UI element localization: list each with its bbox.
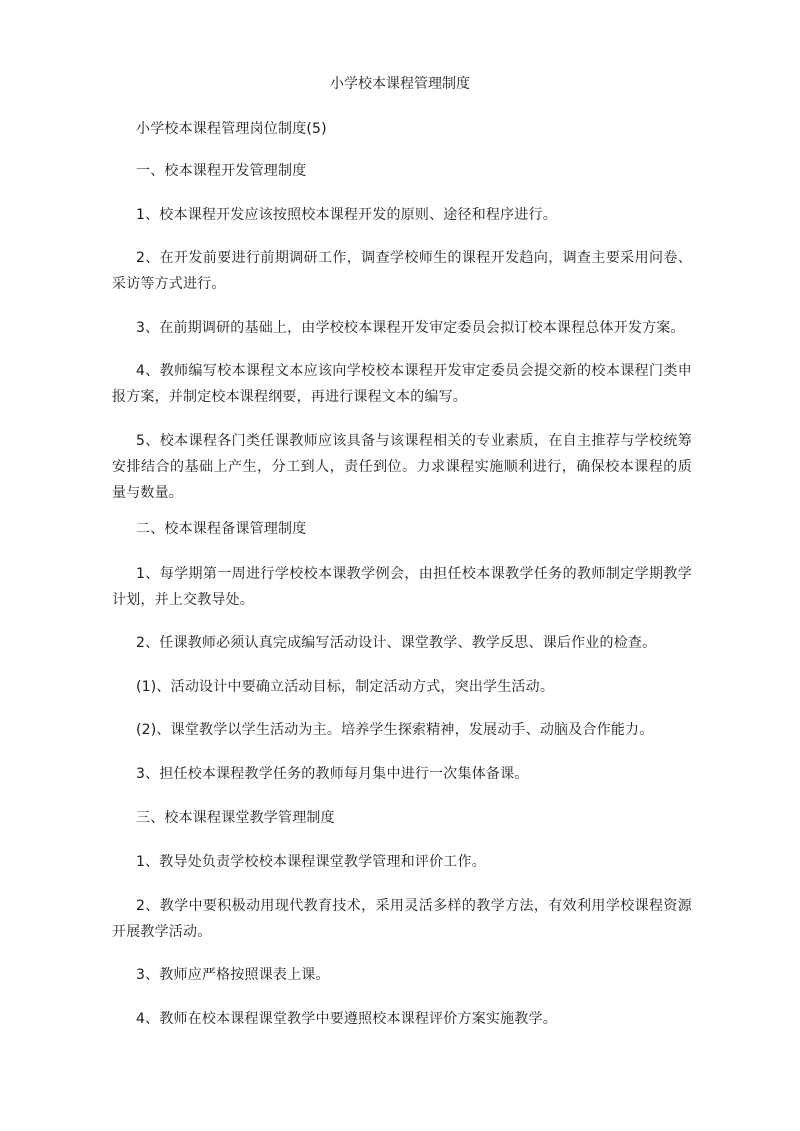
document-title: 小学校本课程管理制度: [330, 76, 470, 92]
paragraph-subtitle: 小学校本课程管理岗位制度(5): [136, 121, 327, 137]
paragraph: 4、教师编写校本课程文本应该向学校校本课程开发审定委员会提交新的校本课程门类申报方案，并制定校本课程纲要，再进行课程文本的编写。: [112, 363, 692, 405]
paragraph: 1、教导处负责学校校本课程课堂教学管理和评价工作。: [136, 854, 486, 870]
paragraph: 1、校本课程开发应该按照校本课程开发的原则、途径和程序进行。: [136, 207, 557, 223]
paragraph: 4、教师在校本课程课堂教学中要遵照校本课程评价方案实施教学。: [136, 1011, 557, 1027]
paragraph: 1、每学期第一周进行学校校本课教学例会，由担任校本课教学任务的教师制定学期教学计划，并上交教导处。: [112, 566, 692, 608]
paragraph: 2、在开发前要进行前期调研工作，调查学校师生的课程开发趋向，调查主要采用问卷、采访等方式进行。: [112, 250, 692, 292]
section-heading-3: 三、校本课程课堂教学管理制度: [136, 810, 335, 826]
paragraph: 2、任课教师必须认真完成编写活动设计、课堂教学、教学反思、课后作业的检查。: [136, 635, 657, 651]
paragraph: (1)、活动设计中要确立活动目标，制定活动方式，突出学生活动。: [136, 679, 555, 695]
paragraph: (2)、课堂教学以学生活动为主。培养学生探索精神，发展动手、动脑及合作能力。: [136, 722, 654, 738]
paragraph: 3、在前期调研的基础上，由学校校本课程开发审定委员会拟订校本课程总体开发方案。: [136, 320, 685, 336]
paragraph: 3、担任校本课程教学任务的教师每月集中进行一次集体备课。: [136, 766, 529, 782]
section-heading-2: 二、校本课程备课管理制度: [136, 521, 307, 537]
section-heading-1: 一、校本课程开发管理制度: [136, 163, 307, 179]
paragraph: 3、教师应严格按照课表上课。: [136, 967, 330, 983]
paragraph: 2、教学中要积极动用现代教育技术，采用灵活多样的教学方法，有效利用学校课程资源开展教学活动。: [112, 898, 692, 940]
paragraph: 5、校本课程各门类任课教师应该具备与该课程相关的专业素质，在自主推荐与学校统筹安排结合的基础上产生，分工到人，责任到位。力求课程实施顺利进行，确保校本课程的质量与数量。: [112, 433, 692, 501]
